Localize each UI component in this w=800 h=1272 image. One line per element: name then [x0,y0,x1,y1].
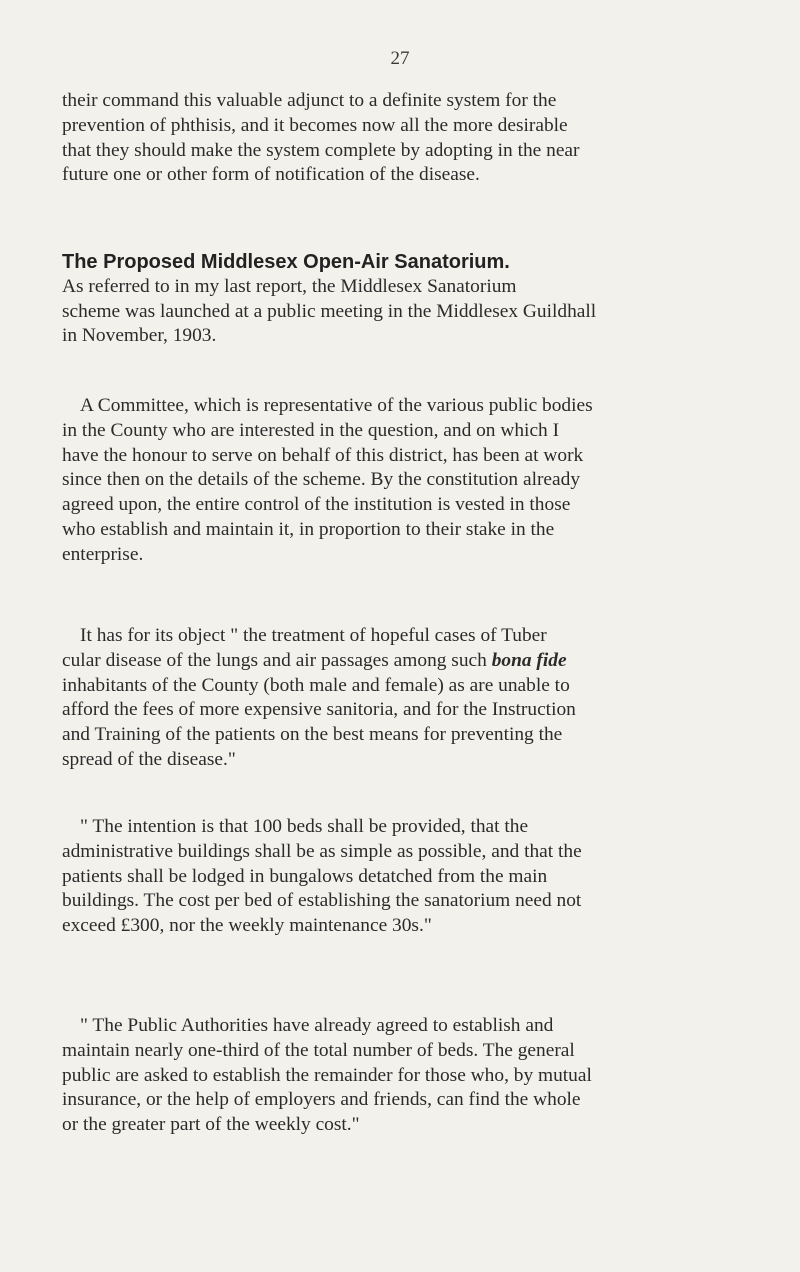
text-line: " The Public Authorities have already agreed to establish and [80,1015,554,1036]
text-line: It has for its object " the treatment of hopeful cases of Tuber [80,625,547,646]
text-line: future one or other form of notification of the disease. [62,164,480,186]
paragraph-6 [62,1014,712,1138]
text-line: public are asked to establish the remainder for those who, by mutual [62,1064,592,1086]
section-heading: The Proposed Middlesex Open-Air Sanatorium. [62,251,510,273]
text-line: or the greater part of the weekly cost." [62,1114,360,1136]
text-line: prevention of phthisis, and it becomes now all the more desirable [62,114,568,136]
text-line: patients shall be lodged in bungalows detatched from the main [62,865,548,887]
text-line: buildings. The cost per bed of establishing the sanatorium need not [62,890,582,912]
text-line: who establish and maintain it, in proportion to their stake in the [62,518,555,540]
text-line: administrative buildings shall be as simple as possible, and that the [62,840,582,862]
page-number: 27 [390,48,410,69]
text-line: agreed upon, the entire control of the institution is vested in those [62,494,571,516]
italic-phrase: bona fide [491,649,567,671]
text-line: since then on the details of the scheme. By the constitution already [62,469,581,491]
text-segment: cular disease of the lungs and air passages among such [62,649,487,671]
text-line-with-italic [62,649,712,674]
paragraph-2 [62,250,712,349]
paragraph-5 [62,815,712,939]
text-line: and Training of the patients on the best means for preventing the [62,724,563,746]
paragraph-1 [62,89,712,188]
text-line: " The intention is that 100 beds shall be provided, that the [80,816,529,837]
text-line: inhabitants of the County (both male and female) as are unable to [62,674,570,696]
text-line: afford the fees of more expensive sanitoria, and for the Instruction [62,699,576,721]
text-line: have the honour to serve on behalf of this district, has been at work [62,444,584,466]
text-line: their command this valuable adjunct to a definite system for the [62,90,557,111]
text-line: exceed £300, nor the weekly maintenance 30s." [62,915,432,937]
paragraph-3 [62,394,712,568]
text-line: enterprise. [62,543,144,565]
paragraph-4 [62,624,712,773]
text-line: in November, 1903. [62,325,217,347]
text-line: in the County who are interested in the question, and on which I [62,419,560,441]
text-line: scheme was launched at a public meeting in the Middlesex Guildhall [62,300,597,322]
text-line: maintain nearly one-third of the total number of beds. The general [62,1039,575,1061]
text-line: insurance, or the help of employers and friends, can find the whole [62,1089,581,1111]
text-line: that they should make the system complete by adopting in the near [62,139,580,161]
text-line: As referred to in my last report, the Middlesex Sanatorium [62,275,517,297]
text-line: A Committee, which is representative of the various public bodies [80,395,593,416]
text-line: spread of the disease." [62,748,236,770]
